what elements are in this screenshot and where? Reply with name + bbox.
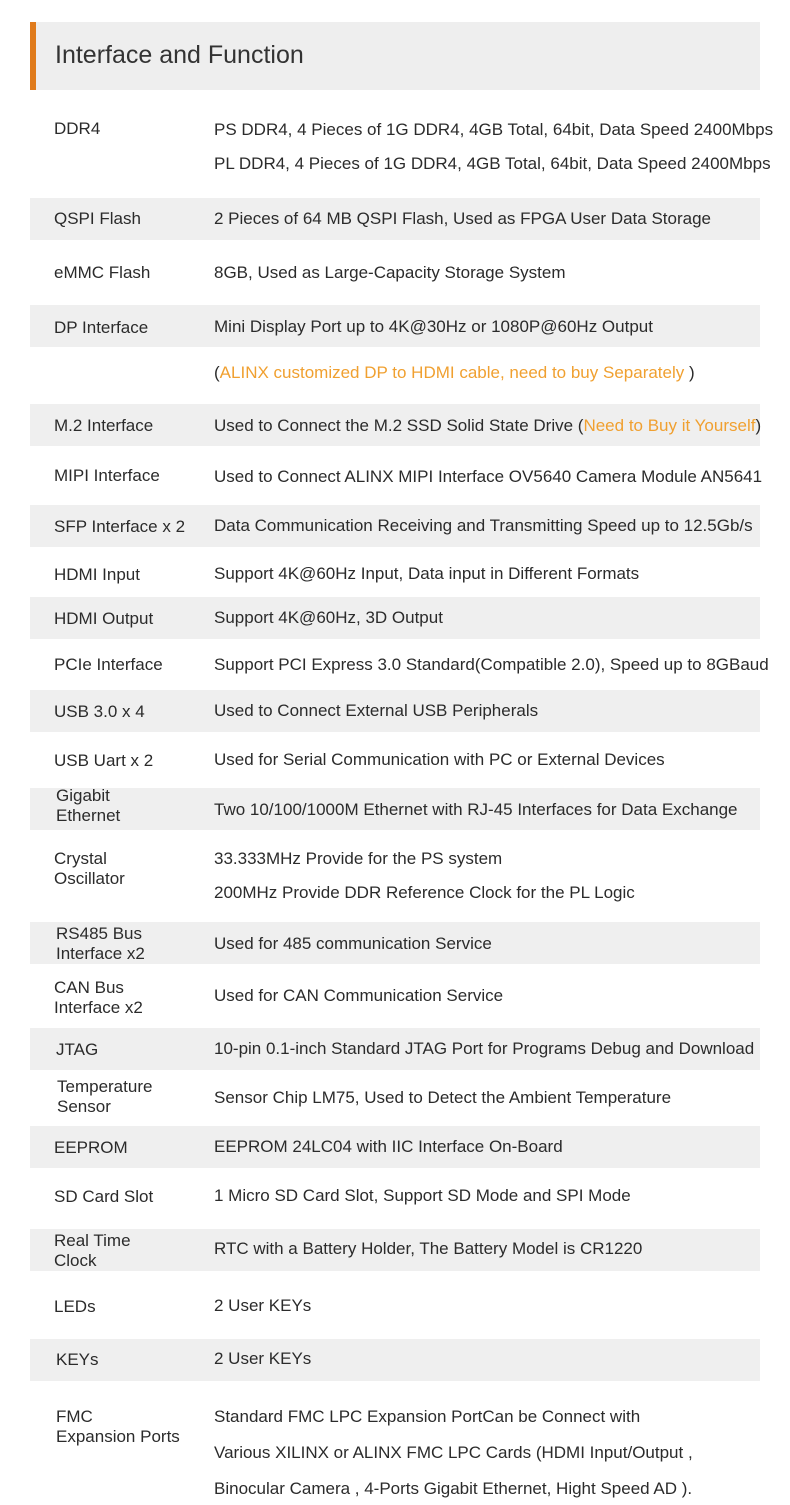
row-label-can-bus-line1: CAN Bus bbox=[54, 978, 124, 997]
row-value-fmc-line2: Various XILINX or ALINX FMC LPC Cards (HDMI Input/Output , bbox=[214, 1443, 693, 1462]
row-value-mipi-interface: Used to Connect ALINX MIPI Interface OV5640 Camera Module AN5641 bbox=[214, 467, 763, 486]
row-value-hdmi-output: Support 4K@60Hz, 3D Output bbox=[214, 608, 443, 627]
row-label-dp-interface: DP Interface bbox=[54, 318, 149, 337]
row-value-usb-uart: Used for Serial Communication with PC or External Devices bbox=[214, 750, 665, 769]
row-label-sd-card-slot: SD Card Slot bbox=[54, 1187, 154, 1206]
row-band bbox=[30, 1339, 760, 1381]
row-value-leds: 2 User KEYs bbox=[214, 1296, 312, 1315]
row-value-can-bus: Used for CAN Communication Service bbox=[214, 986, 504, 1005]
note-open-paren: ( bbox=[214, 363, 220, 382]
row-value-dp-interface: Mini Display Port up to 4K@30Hz or 1080P@60Hz Output bbox=[214, 317, 653, 336]
row-label-hdmi-output: HDMI Output bbox=[54, 609, 154, 628]
row-label-m2-interface: M.2 Interface bbox=[54, 416, 154, 435]
row-value-jtag: 10-pin 0.1-inch Standard JTAG Port for Programs Debug and Download bbox=[214, 1039, 755, 1058]
row-label-temperature-sensor-line2: Sensor bbox=[57, 1097, 111, 1116]
row-label-usb-uart: USB Uart x 2 bbox=[54, 751, 154, 770]
row-value-ddr4-line2: PL DDR4, 4 Pieces of 1G DDR4, 4GB Total, 64bit, Data Speed 2400Mbps bbox=[214, 154, 771, 173]
header-accent-bar bbox=[30, 22, 36, 90]
row-value-pcie-interface: Support PCI Express 3.0 Standard(Compatible 2.0), Speed up to 8GBaud bbox=[214, 655, 769, 674]
row-label-crystal-oscillator-line2: Oscillator bbox=[54, 869, 125, 888]
row-value-emmc-flash: 8GB, Used as Large-Capacity Storage System bbox=[214, 263, 566, 282]
row-value-eeprom: EEPROM 24LC04 with IIC Interface On-Board bbox=[214, 1137, 563, 1156]
row-value-sfp-interface: Data Communication Receiving and Transmitting Speed up to 12.5Gb/s bbox=[214, 516, 753, 535]
row-label-gigabit-ethernet-line1: Gigabit bbox=[56, 786, 110, 805]
row-value-temperature-sensor: Sensor Chip LM75, Used to Detect the Ambient Temperature bbox=[214, 1088, 672, 1107]
row-value-qspi-flash: 2 Pieces of 64 MB QSPI Flash, Used as FPGA User Data Storage bbox=[214, 209, 711, 228]
note-highlight: ALINX customized DP to HDMI cable, need to buy Separately bbox=[219, 363, 685, 382]
row-value-usb3: Used to Connect External USB Peripherals bbox=[214, 701, 539, 720]
row-label-sfp-interface: SFP Interface x 2 bbox=[54, 517, 186, 536]
m2-highlight: Need to Buy it Yourself bbox=[583, 416, 756, 435]
note-close-paren: ) bbox=[684, 363, 695, 382]
row-label-rs485-line2: Interface x2 bbox=[56, 944, 145, 963]
row-label-gigabit-ethernet-line2: Ethernet bbox=[56, 806, 121, 825]
row-note-dp-cable bbox=[214, 363, 695, 383]
row-value-hdmi-input: Support 4K@60Hz Input, Data input in Different Formats bbox=[214, 564, 640, 583]
row-label-eeprom: EEPROM bbox=[54, 1138, 128, 1157]
section-header bbox=[30, 22, 760, 90]
row-label-ddr4: DDR4 bbox=[54, 119, 101, 138]
row-value-m2-interface bbox=[214, 416, 761, 436]
row-label-fmc-line1: FMC bbox=[56, 1407, 93, 1426]
row-label-qspi-flash: QSPI Flash bbox=[54, 209, 141, 228]
row-value-fmc-line3: Binocular Camera , 4-Ports Gigabit Ethernet, Hight Speed AD ). bbox=[214, 1479, 693, 1498]
row-label-fmc-line2: Expansion Ports bbox=[56, 1427, 180, 1446]
m2-close: ) bbox=[755, 416, 762, 435]
row-label-hdmi-input: HDMI Input bbox=[54, 565, 140, 584]
m2-text: Used to Connect the M.2 SSD Solid State Drive ( bbox=[214, 416, 584, 435]
row-value-rtc: RTC with a Battery Holder, The Battery Model is CR1220 bbox=[214, 1239, 643, 1258]
row-label-mipi-interface: MIPI Interface bbox=[54, 466, 160, 485]
row-label-rtc-line1: Real Time bbox=[54, 1231, 131, 1250]
section-title: Interface and Function bbox=[55, 41, 304, 69]
row-label-rtc-line2: Clock bbox=[54, 1251, 97, 1270]
row-value-crystal-oscillator-line2: 200MHz Provide DDR Reference Clock for the PL Logic bbox=[214, 883, 635, 902]
row-value-crystal-oscillator-line1: 33.333MHz Provide for the PS system bbox=[214, 849, 503, 868]
row-value-sd-card-slot: 1 Micro SD Card Slot, Support SD Mode and SPI Mode bbox=[214, 1186, 631, 1205]
row-value-keys: 2 User KEYs bbox=[214, 1349, 312, 1368]
row-label-rs485-line1: RS485 Bus bbox=[56, 924, 142, 943]
row-label-temperature-sensor-line1: Temperature bbox=[57, 1077, 153, 1096]
row-value-ddr4-line1: PS DDR4, 4 Pieces of 1G DDR4, 4GB Total, 64bit, Data Speed 2400Mbps bbox=[214, 120, 774, 139]
row-value-fmc-line1: Standard FMC LPC Expansion PortCan be Connect with bbox=[214, 1407, 641, 1426]
row-label-pcie-interface: PCIe Interface bbox=[54, 655, 163, 674]
row-label-leds: LEDs bbox=[54, 1297, 96, 1316]
row-label-jtag: JTAG bbox=[56, 1040, 99, 1059]
row-value-gigabit-ethernet: Two 10/100/1000M Ethernet with RJ-45 Interfaces for Data Exchange bbox=[214, 800, 738, 819]
row-label-keys: KEYs bbox=[56, 1350, 99, 1369]
row-label-can-bus-line2: Interface x2 bbox=[54, 998, 143, 1017]
row-label-emmc-flash: eMMC Flash bbox=[54, 263, 151, 282]
row-label-crystal-oscillator-line1: Crystal bbox=[54, 849, 107, 868]
row-label-usb3: USB 3.0 x 4 bbox=[54, 702, 145, 721]
row-value-rs485: Used for 485 communication Service bbox=[214, 934, 492, 953]
